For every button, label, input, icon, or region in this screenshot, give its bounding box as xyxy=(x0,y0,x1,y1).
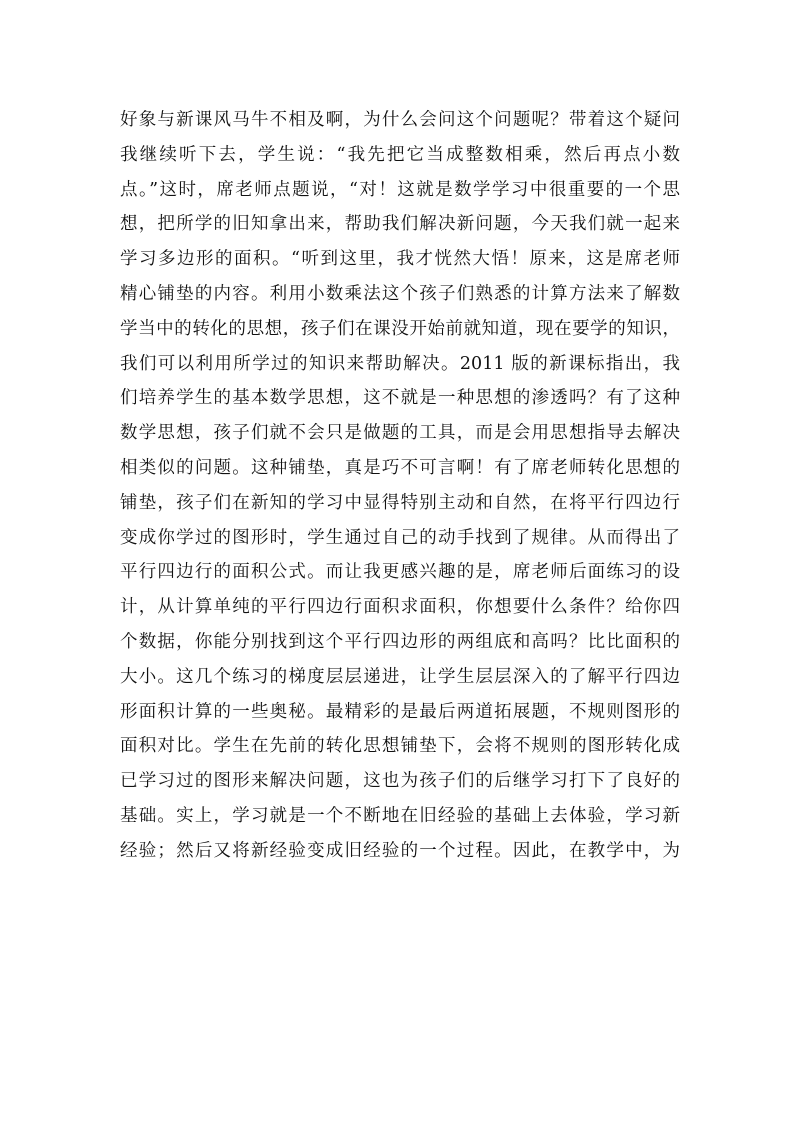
text-line: 已学习过的图形来解决问题，这也为孩子们的后继学习打下了良好的 xyxy=(120,771,680,792)
text-line: 好象与新课风马牛不相及啊，为什么会问这个问题呢？带着这个疑问 xyxy=(120,110,680,130)
text-line: 相类似的问题。这种铺垫，真是巧不可言啊！有了席老师转化思想的 xyxy=(120,457,680,478)
text-line: 点。”这时，席老师点题说，“对！这就是数学学习中很重要的一个思 xyxy=(120,179,680,200)
text-line: 数学思想，孩子们就不会只是做题的工具，而是会用思想指导去解决 xyxy=(120,423,680,444)
text-line: 想，把所学的旧知拿出来，帮助我们解决新问题，今天我们就一起来 xyxy=(120,214,680,235)
text-line: 计，从计算单纯的平行四边行面积求面积，你想要什么条件？给你四 xyxy=(120,597,680,618)
text-line: 大小。这几个练习的梯度层层递进，让学生层层深入的了解平行四边 xyxy=(120,666,680,687)
text-line: 基础。实上，学习就是一个不断地在旧经验的基础上去体验，学习新 xyxy=(120,805,680,826)
text-line: 经验；然后又将新经验变成旧经验的一个过程。因此，在教学中，为 xyxy=(120,840,680,861)
text-line: 面积对比。学生在先前的转化思想铺垫下，会将不规则的图形转化成 xyxy=(120,736,680,757)
text-line: 我们可以利用所学过的知识来帮助解决。2011 版的新课标指出，我 xyxy=(120,353,680,374)
text-line: 形面积计算的一些奥秘。最精彩的是最后两道拓展题，不规则图形的 xyxy=(120,701,680,722)
body-paragraph xyxy=(120,103,680,869)
text-line: 我继续听下去，学生说：“我先把它当成整数相乘，然后再点小数 xyxy=(120,144,680,165)
text-line: 铺垫，孩子们在新知的学习中显得特别主动和自然，在将平行四边行 xyxy=(120,492,680,513)
text-line: 学当中的转化的思想，孩子们在课没开始前就知道，现在要学的知识， xyxy=(120,318,680,339)
text-line: 变成你学过的图形时，学生通过自己的动手找到了规律。从而得出了 xyxy=(120,527,680,548)
text-line: 们培养学生的基本数学思想，这不就是一种思想的渗透吗？有了这种 xyxy=(120,388,680,409)
text-line: 精心铺垫的内容。利用小数乘法这个孩子们熟悉的计算方法来了解数 xyxy=(120,283,680,304)
text-line: 学习多边形的面积。“听到这里，我才恍然大悟！原来，这是席老师 xyxy=(120,249,680,270)
text-line: 平行四边行的面积公式。而让我更感兴趣的是，席老师后面练习的设 xyxy=(120,562,680,583)
text-line: 个数据，你能分别找到这个平行四边形的两组底和高吗？比比面积的 xyxy=(120,631,680,652)
